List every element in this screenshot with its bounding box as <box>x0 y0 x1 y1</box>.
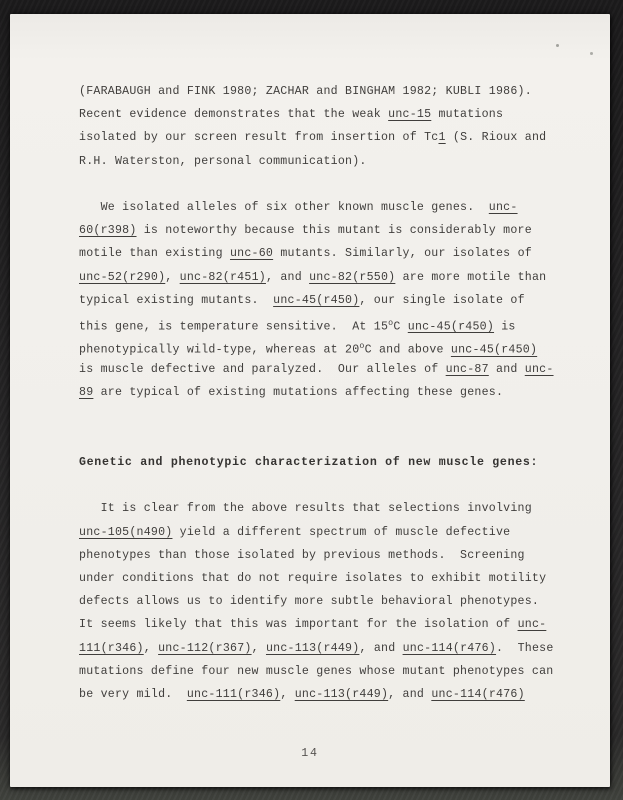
text-line <box>79 358 579 381</box>
gene-name: unc-45(r450) <box>273 293 360 307</box>
text-run: It is clear from the above results that selections involving <box>79 502 532 516</box>
text-line <box>79 660 579 683</box>
text-line <box>79 126 579 149</box>
scan-speck <box>556 44 559 47</box>
text-run: We isolated alleles of six other known muscle genes. <box>79 200 489 214</box>
text-run: under conditions that do not require isolates to exhibit motility <box>79 571 547 585</box>
text-run: typical existing mutants. <box>79 293 274 307</box>
text-run: isolated by our screen result from insertion of Tc <box>79 131 439 145</box>
text-run: phenotypes than those isolated by previous methods. Screening <box>79 548 525 562</box>
text-line <box>79 683 579 706</box>
text-run: yield a different spectrum of muscle defective <box>172 525 511 539</box>
text-line <box>79 451 579 474</box>
text-line <box>79 521 579 544</box>
text-run: are typical of existing mutations affecting these genes. <box>93 386 504 400</box>
scan-speck <box>590 52 593 55</box>
gene-name: unc-60 <box>229 247 274 261</box>
gene-name: unc- <box>488 200 518 214</box>
gene-name: unc-113(r449) <box>294 687 389 701</box>
text-line <box>79 567 579 590</box>
text-run: is <box>494 320 516 334</box>
text-line <box>79 613 579 636</box>
gene-name: 1 <box>438 131 446 145</box>
text-run: , and <box>265 270 310 284</box>
text-line <box>79 544 579 567</box>
text-run: be very mild. <box>79 687 187 701</box>
text-run: Recent evidence demonstrates that the weak <box>79 108 389 122</box>
gene-name: unc-82(r451) <box>179 270 266 284</box>
text-line <box>79 637 579 660</box>
text-run: It seems likely that this was important for the isolation of <box>79 618 518 632</box>
text-line <box>79 80 579 103</box>
gene-name: 60(r398) <box>79 224 137 238</box>
text-run: this gene, is temperature sensitive. At 15 <box>79 320 389 334</box>
text-line <box>79 196 579 219</box>
gene-name: unc-87 <box>445 363 489 377</box>
text-run: , and <box>388 687 432 701</box>
gene-name: unc-111(r346) <box>186 687 281 701</box>
known-muscle-genes-paragraph <box>79 196 579 405</box>
section-heading <box>79 451 579 474</box>
text-run: defects allows us to identify more subtle behavioral phenotypes. <box>79 595 540 609</box>
gene-name: 89 <box>79 386 94 400</box>
degree-superscript: o <box>359 342 365 352</box>
gene-name: unc-45(r450) <box>450 343 538 357</box>
gene-name: unc-82(r550) <box>309 270 396 284</box>
gene-name: unc- <box>517 618 547 632</box>
gene-name: unc-114(r476) <box>431 687 525 701</box>
text-run: mutations <box>431 108 504 122</box>
text-run: and <box>488 363 525 377</box>
text-line <box>79 497 579 520</box>
text-run: , and <box>359 641 403 655</box>
gene-name: unc-113(r449) <box>265 641 360 655</box>
text-line <box>79 103 579 126</box>
gene-name: unc-52(r290) <box>79 270 166 284</box>
new-muscle-genes-paragraph <box>79 497 579 706</box>
gene-name: unc- <box>524 363 554 377</box>
text-line <box>79 289 579 312</box>
page-content <box>79 80 579 706</box>
text-run: mutations define four new muscle genes whose mutant phenotypes can <box>79 664 554 678</box>
text-line <box>79 590 579 613</box>
text-run: are more motile than <box>395 270 547 284</box>
text-run: , our single isolate of <box>359 293 525 307</box>
text-line <box>79 381 579 404</box>
gene-name: unc-15 <box>388 108 432 122</box>
text-run: (S. Rioux and <box>445 131 547 145</box>
text-run: (FARABAUGH and FINK 1980; ZACHAR and BINGHAM 1982; KUBLI 1986). <box>79 85 532 98</box>
heading-text: Genetic and phenotypic characterization of new muscle genes: <box>79 456 539 470</box>
gene-name: unc-112(r367) <box>158 641 252 655</box>
citation-paragraph <box>79 80 579 173</box>
degree-superscript: o <box>388 318 394 328</box>
text-line <box>79 266 579 289</box>
gene-name: unc-45(r450) <box>407 320 495 334</box>
text-line <box>79 312 579 335</box>
text-run: mutants. Similarly, our isolates of <box>273 247 532 261</box>
text-run: . These <box>496 641 554 655</box>
text-run: is noteworthy because this mutant is considerably more <box>136 224 532 238</box>
text-line <box>79 335 579 358</box>
gene-name: unc-105(n490) <box>79 525 173 539</box>
text-run: , <box>280 687 295 701</box>
text-run: C and above <box>364 343 451 357</box>
text-line <box>79 150 579 173</box>
scanned-manuscript-page <box>10 14 610 787</box>
text-run: , <box>165 270 180 284</box>
text-run: , <box>251 641 266 655</box>
text-run: phenotypically wild-type, whereas at 20 <box>79 343 360 357</box>
text-run: , <box>143 641 159 655</box>
text-line <box>79 219 579 242</box>
text-run: C <box>393 320 408 334</box>
text-line <box>79 242 579 265</box>
page-number: 14 <box>301 747 319 760</box>
text-run: motile than existing <box>79 247 230 261</box>
gene-name: 111(r346) <box>79 641 144 655</box>
gene-name: unc-114(r476) <box>402 641 497 655</box>
text-run: is muscle defective and paralyzed. Our alleles of <box>79 363 446 377</box>
text-run: R.H. Waterston, personal communication). <box>79 154 367 168</box>
